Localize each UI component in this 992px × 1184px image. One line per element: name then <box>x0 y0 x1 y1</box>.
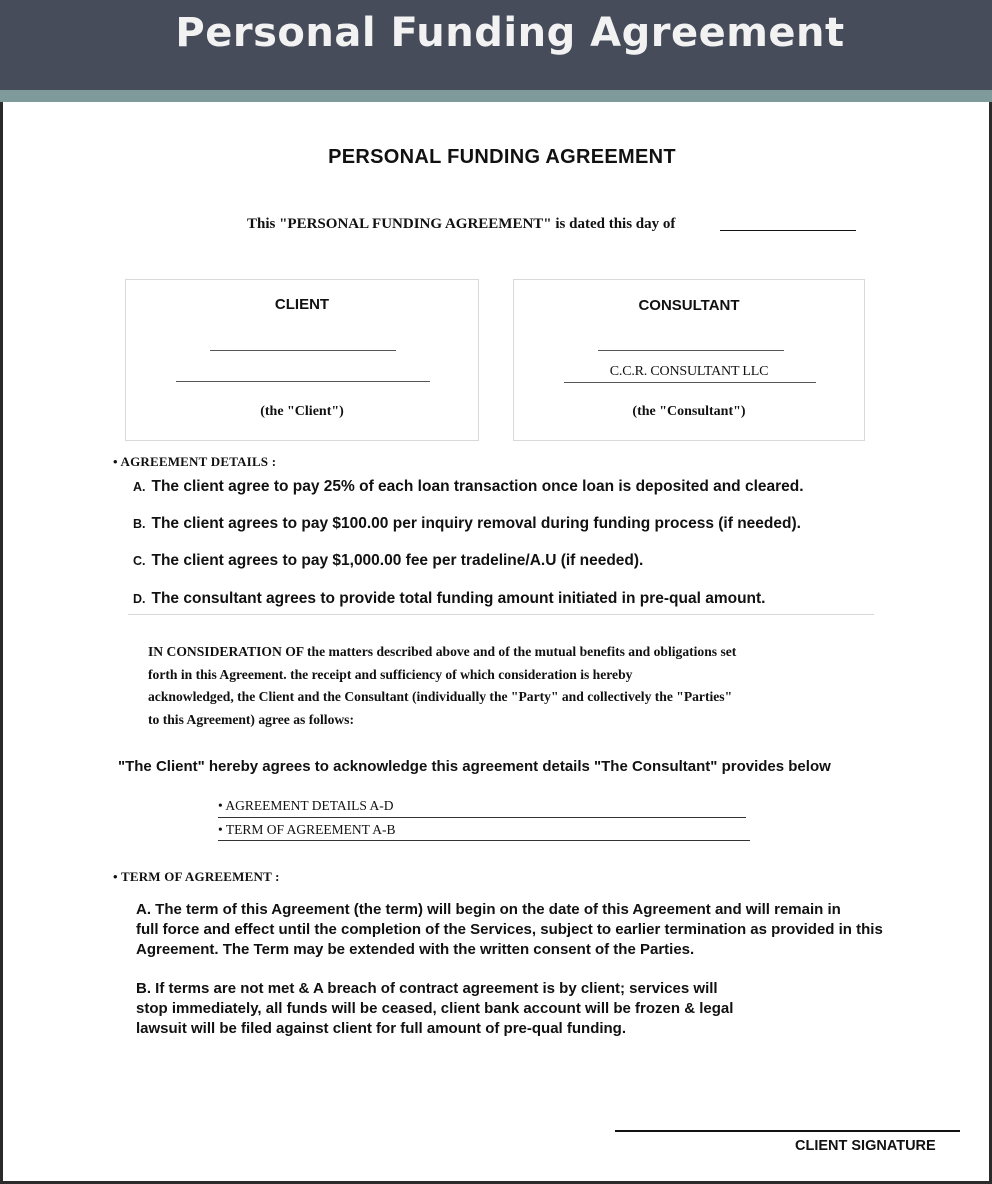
consultant-name-line-2 <box>564 382 816 383</box>
consultant-box <box>513 279 865 441</box>
detail-letter: A. <box>133 480 146 494</box>
agreement-details-heading: • AGREEMENT DETAILS : <box>113 454 277 469</box>
term-line: B. If terms are not met & A breach of contract agreement is by client; services will <box>136 980 718 997</box>
detail-item <box>133 552 643 570</box>
ack-list-item: • TERM OF AGREEMENT A-B <box>218 822 396 837</box>
consultant-subtitle: (the "Consultant") <box>632 404 746 419</box>
term-line: A. The term of this Agreement (the term) will begin on the date of this Agreement and will remain in <box>136 901 841 918</box>
consideration-paragraph <box>148 641 878 731</box>
detail-letter: D. <box>133 592 146 606</box>
date-blank-line <box>720 230 856 231</box>
acknowledgement-text: "The Client" hereby agrees to acknowledge this agreement details "The Consultant" provides below <box>118 758 831 775</box>
client-name-line-1 <box>210 350 396 351</box>
consideration-line: forth in this Agreement. the receipt and sufficiency of which consideration is hereby <box>148 666 633 682</box>
section-divider <box>128 614 874 615</box>
client-box <box>125 279 479 441</box>
client-name-line-2 <box>176 381 430 382</box>
term-item-b <box>136 979 733 1039</box>
detail-letter: C. <box>133 554 146 568</box>
consideration-line: IN CONSIDERATION OF the matters described above and of the mutual benefits and obligations set <box>148 644 737 659</box>
detail-text: The consultant agrees to provide total funding amount initiated in pre-qual amount. <box>151 590 766 607</box>
detail-text: The client agrees to pay $100.00 per inquiry removal during funding process (if needed). <box>151 515 801 532</box>
consultant-name: C.C.R. CONSULTANT LLC <box>609 364 769 379</box>
detail-item <box>133 515 801 533</box>
ack-underline-2 <box>218 840 750 841</box>
term-item-a <box>136 900 883 960</box>
consideration-line: to this Agreement) agree as follows: <box>148 711 355 727</box>
ack-underline-1 <box>218 817 746 818</box>
header-stripe <box>0 90 992 102</box>
detail-text: The client agree to pay 25% of each loan transaction once loan is deposited and cleared. <box>151 478 804 495</box>
ack-list-item: • AGREEMENT DETAILS A-D <box>218 798 394 813</box>
banner-title: Personal Funding Agreement <box>175 10 845 56</box>
consultant-name-line-1 <box>598 350 784 351</box>
dated-line: This "PERSONAL FUNDING AGREEMENT" is dated this day of <box>247 216 676 232</box>
consultant-heading: CONSULTANT <box>638 297 740 314</box>
client-subtitle: (the "Client") <box>260 404 344 419</box>
term-of-agreement-heading: • TERM OF AGREEMENT : <box>113 869 280 884</box>
term-line: lawsuit will be filed against client for full amount of pre-qual funding. <box>136 1020 627 1037</box>
consideration-line: acknowledged, the Client and the Consultant (individually the "Party" and collectively the "Parties" <box>148 689 733 704</box>
term-line: stop immediately, all funds will be ceased, client bank account will be frozen & legal <box>136 1000 734 1017</box>
term-line: Agreement. The Term may be extended with the written consent of the Parties. <box>136 941 695 958</box>
term-line: full force and effect until the completion of the Services, subject to earlier termination as provided in this <box>136 921 883 938</box>
detail-item <box>133 590 766 608</box>
detail-item <box>133 478 804 496</box>
detail-text: The client agrees to pay $1,000.00 fee per tradeline/A.U (if needed). <box>151 552 644 569</box>
client-heading: CLIENT <box>274 296 330 313</box>
signature-label: CLIENT SIGNATURE <box>795 1138 936 1154</box>
document-title: PERSONAL FUNDING AGREEMENT <box>328 146 676 168</box>
detail-letter: B. <box>133 517 146 531</box>
signature-line <box>615 1130 960 1132</box>
